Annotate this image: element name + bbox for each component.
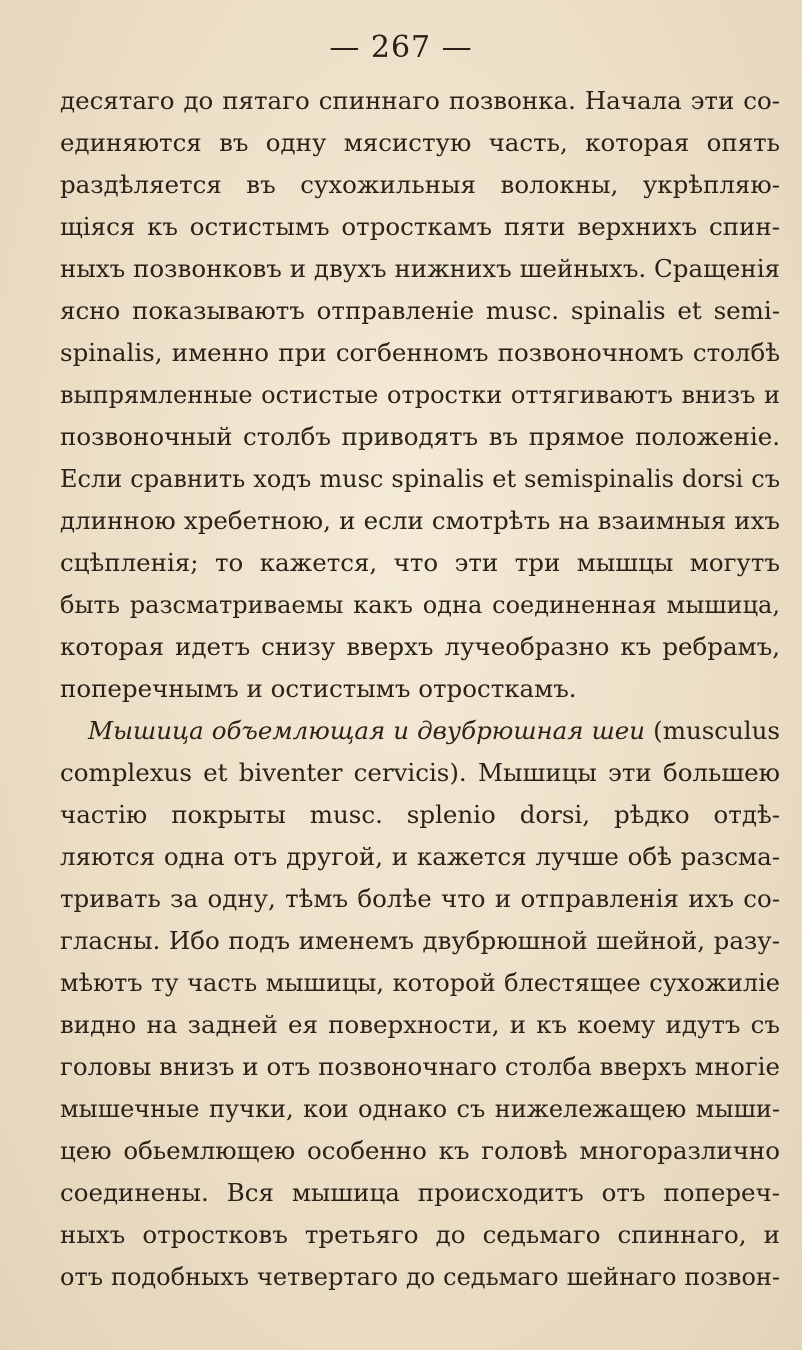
text-line: мѣютъ ту часть мышицы, которой блестящее сухожиліе <box>60 969 780 997</box>
text-line: видно на задней ея поверхности, и къ коему идутъ съ <box>60 1010 780 1039</box>
text-line: соединены. Вся мышица происходитъ отъ попереч- <box>60 1178 780 1207</box>
text-line: мышечные пучки, кои однако съ нижележащею мыши- <box>60 1095 780 1123</box>
text-line: длинною хребетною, и если смотрѣть на взаимныя ихъ <box>60 506 780 535</box>
text-line: тривать за одну, тѣмъ болѣе что и отправленія ихъ со- <box>60 884 780 913</box>
text-line: быть разсматриваемы какъ одна соединенная мышица, <box>60 591 780 619</box>
text-line: ныхъ позвонковъ и двухъ нижнихъ шейныхъ. Сращенія <box>60 254 780 283</box>
text-line: ныхъ отростковъ третьяго до седьмаго спиннаго, и <box>60 1220 780 1249</box>
text-line: сцѣпленія; то кажется, что эти три мышцы могутъ <box>60 548 780 577</box>
text-line: поперечнымъ и остистымъ отросткамъ. <box>60 674 577 703</box>
text-line: ляются одна отъ другой, и кажется лучше обѣ разсма- <box>60 842 780 871</box>
text-line: которая идетъ снизу вверхъ лучеобразно къ ребрамъ, <box>60 632 780 661</box>
text-line: частію покрыты musc. splenio dorsi, рѣдко отдѣ- <box>60 800 780 829</box>
text-line: отъ подобныхъ четвертаго до седьмаго шейнаго позвон- <box>60 1263 780 1291</box>
text-line: щіяся къ остистымъ отросткамъ пяти верхнихъ спин- <box>60 212 780 241</box>
text-line: гласны. Ибо подъ именемъ двубрюшной шейной, разу- <box>60 926 780 955</box>
italic-heading: Мышица объемлющая и двубрюшная шеи <box>88 716 646 745</box>
text-line-first <box>60 710 780 752</box>
text-line: complexus et biventer cervicis). Мышицы эти большею <box>60 758 780 787</box>
text-line: Если сравнить ходъ musc spinalis et semispinalis dorsi съ <box>60 465 780 493</box>
text-line: ясно показываютъ отправленіе musc. spinalis et semi- <box>60 296 780 325</box>
text-line: цею обьемлющею особенно къ головѣ многоразлично <box>60 1136 780 1165</box>
text-line: выпрямленные остистые отростки оттягиваютъ внизъ и <box>60 381 780 409</box>
text-line: единяются въ одну мясистую часть, которая опять <box>60 128 780 157</box>
text-line-tail: (musculus <box>645 716 780 745</box>
text-line: десятаго до пятаго спиннаго позвонка. Начала эти со- <box>60 86 780 115</box>
text-line: spinalis, именно при согбенномъ позвоночномъ столбѣ <box>60 338 780 367</box>
text-line: головы внизъ и отъ позвоночнаго столба вверхъ многіе <box>60 1052 780 1081</box>
text-line: позвоночный столбъ приводятъ въ прямое положеніе. <box>60 422 780 451</box>
text-line: раздѣляется въ сухожильныя волокны, укрѣпляю- <box>60 170 780 199</box>
page-number: — 267 — <box>329 30 473 65</box>
